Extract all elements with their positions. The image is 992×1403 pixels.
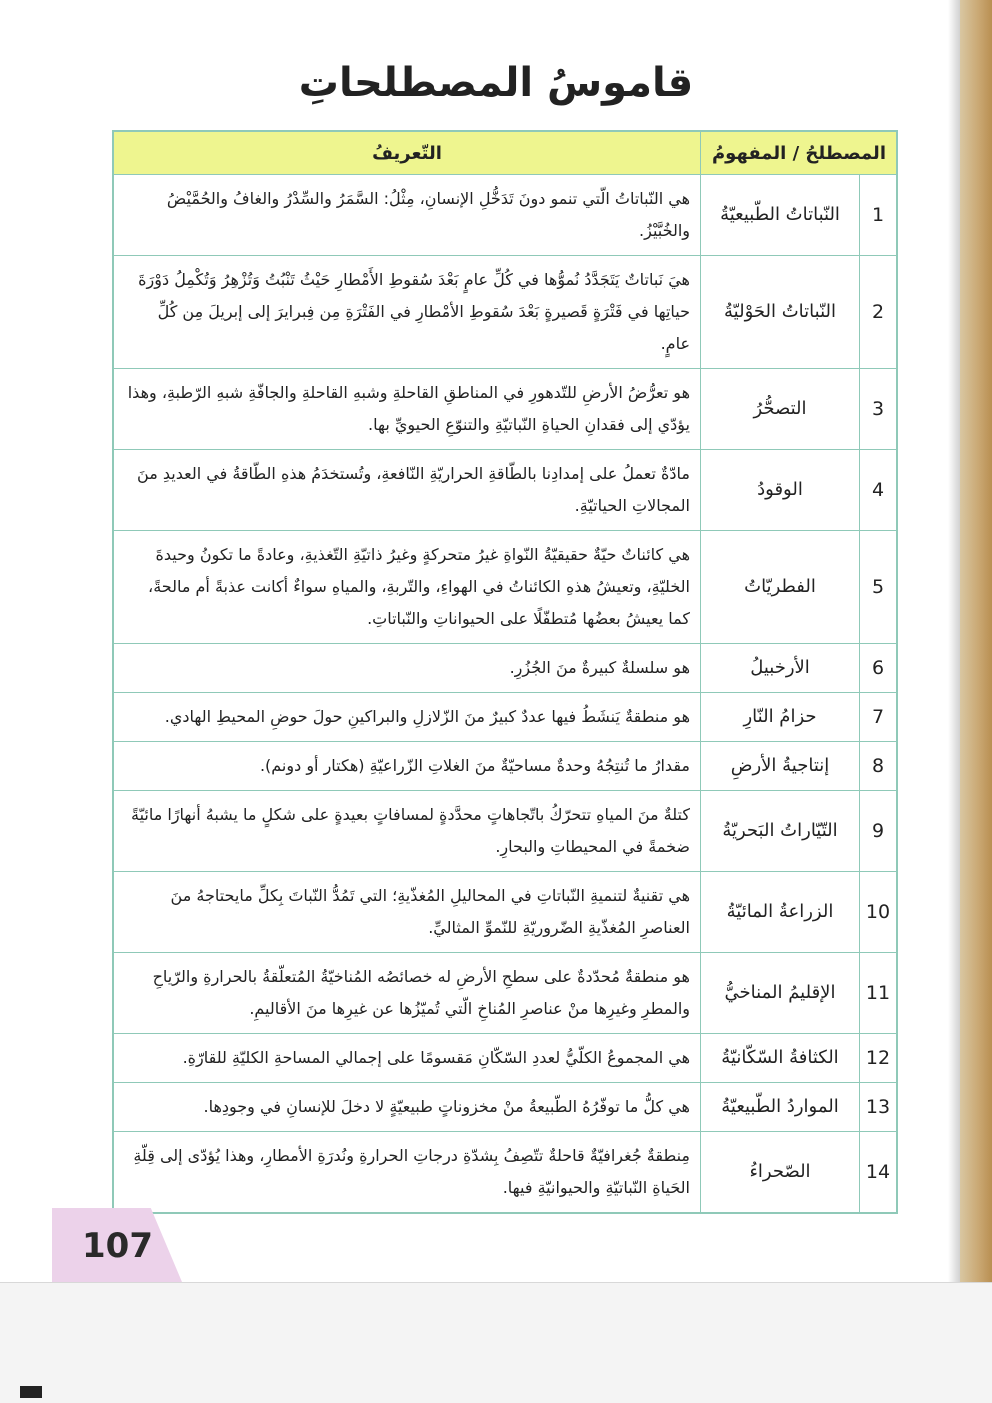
row-definition: هو تعرُّضُ الأرضِ للتّدهورِ في المناطقِ القاحلةِ وشبهِ القاحلةِ والجافّةِ شبهِ الرّطبةِ، وهذا يؤدّي إلى فقدانِ الحياةِ النّباتيّةِ والتنوّعِ الحيويِّ بها. [113, 369, 701, 450]
table-row [113, 175, 897, 256]
table-row [113, 1083, 897, 1132]
table-header-row [113, 131, 897, 175]
row-term: الصّحراءُ [701, 1132, 860, 1214]
row-number: 2 [860, 256, 898, 369]
table-row [113, 742, 897, 791]
glossary-table [112, 130, 898, 1214]
row-number: 9 [860, 791, 898, 872]
scan-corner-mark [20, 1386, 42, 1398]
table-row [113, 644, 897, 693]
table-row [113, 531, 897, 644]
row-definition: هو منطقةٌ يَنشَطُ فيها عددٌ كبيرٌ منَ الزّلازلِ والبراكينِ حولَ حوضِ المحيطِ الهادي. [113, 693, 701, 742]
table-row [113, 256, 897, 369]
row-number: 3 [860, 369, 898, 450]
row-definition: هو سلسلةٌ كبيرةٌ منَ الجُزُرِ. [113, 644, 701, 693]
row-definition: هي النّباتاتُ الّتي تنمو دونَ تَدَخُّلِ الإنسانِ، مِثْلُ: السَّمَرُ والسِّدْرُ والغافُ والحُمَّيْضُ والخُبَّيْزُ. [113, 175, 701, 256]
row-definition: هي كلُّ ما توفّرُهُ الطّبيعةُ منْ مخزوناتٍ طبيعيّةٍ لا دخلَ للإنسانِ في وجودِها. [113, 1083, 701, 1132]
row-term: الكثافةُ السّكّانيّةُ [701, 1034, 860, 1083]
row-term: الأرخبيلُ [701, 644, 860, 693]
row-term: إنتاجيةُ الأرضِ [701, 742, 860, 791]
row-term: النّباتاتُ الحَوْليّةُ [701, 256, 860, 369]
row-definition: هي المجموعُ الكلّيُّ لعددِ السّكّانِ مَقسومًا على إجمالي المساحةِ الكليّةِ للقارّةِ. [113, 1034, 701, 1083]
table-row [113, 791, 897, 872]
row-definition: هو منطقةٌ مُحدّدةٌ على سطحِ الأرضِ له خصائصُه المُناخيّةُ المُتعلّقةُ بالحرارةِ والرّياحِ والمطرِ وغيرِها منْ عناصرِ المُناخِ الّتي تُميّزُها عن غيرِها منَ الأقاليمِ. [113, 953, 701, 1034]
table-row [113, 450, 897, 531]
row-definition: هيَ نَباتاتٌ يَتَجَدَّدُ نُموُّها في كُلِّ عامٍ بَعْدَ سُقوطِ الأَمْطارِ حَيْثُ تَنْبُتُ وَتُزْهِرُ وَتُكْمِلُ دَوْرَةَ حياتِها في فَتْرَةٍ قَصيرةٍ بَعْدَ سُقوطِ الأمْطارِ في الفَتْرَةِ مِن فِبرايرَ إلى إبريلَ مِن كُلِّ عامٍ. [113, 256, 701, 369]
header-definition: التّعريفُ [113, 131, 701, 175]
row-term: التّيّاراتُ البَحريّةُ [701, 791, 860, 872]
table-row [113, 872, 897, 953]
row-term: الإقليمُ المناخيُّ [701, 953, 860, 1034]
row-definition: هي كائناتٌ حيّةٌ حقيقيّةُ النّواةِ غيرُ متحركةٍ وغيرُ ذاتيّةِ التّغذيةِ، وعادةً ما تكونُ وحيدةَ الخليّةِ، وتعيشُ هذهِ الكائناتُ في الهواءِ، والتّربةِ، والمياهِ سواءٌ أكانت عذبةً أم مالحةً، كما يعيشُ بعضُها مُتطفّلًا على الحيواناتِ والنّباتاتِ. [113, 531, 701, 644]
scan-bottom-margin [0, 1282, 992, 1403]
row-definition: مادّةٌ تعملُ على إمدادِنا بالطّاقةِ الحراريّةِ النّافعةِ، وتُستخدَمُ هذهِ الطّاقةُ في العديدِ منَ المجالاتِ الحياتيّةِ. [113, 450, 701, 531]
row-term: النّباتاتُ الطّبيعيّةُ [701, 175, 860, 256]
row-definition: مِنطقةٌ جُغرافيّةٌ قاحلةٌ تتّصِفُ بِشدّةِ درجاتِ الحرارةِ ونُدرَةِ الأمطارِ، وهذا يُؤدّى إلى قِلّةِ الحَياةِ النّباتيّةِ والحيوانيّةِ فيها. [113, 1132, 701, 1214]
row-term: الفطريّاتُ [701, 531, 860, 644]
row-number: 5 [860, 531, 898, 644]
table-row [113, 369, 897, 450]
page-title: قاموسُ المصطلحاتِ [298, 60, 694, 106]
row-definition: كتلةٌ منَ المياهِ تتحرّكُ باتّجاهاتٍ محدَّدةٍ لمسافاتٍ بعيدةٍ على شكلٍ ما يشبهُ أنهارًا مائيّةً ضخمةً في المحيطاتِ والبحارِ. [113, 791, 701, 872]
row-number: 12 [860, 1034, 898, 1083]
row-number: 8 [860, 742, 898, 791]
row-number: 4 [860, 450, 898, 531]
row-number: 6 [860, 644, 898, 693]
book-spine-edge [960, 0, 992, 1282]
table-row [113, 953, 897, 1034]
row-number: 11 [860, 953, 898, 1034]
row-number: 1 [860, 175, 898, 256]
table-row [113, 1034, 897, 1083]
header-term: المصطلحُ / المفهومُ [701, 131, 898, 175]
page-gutter-shadow [948, 0, 960, 1282]
row-definition: هي تقنيةٌ لتنميةِ النّباتاتِ في المحاليلِ المُغذّيةِ؛ التي تَمُدُّ النّباتَ بِكلِّ مايحتاجهُ منَ العناصرِ المُغذّيةِ الضّروريّةِ للنّموِّ المثاليِّ. [113, 872, 701, 953]
row-term: الوقودُ [701, 450, 860, 531]
row-term: حزامُ النّارِ [701, 693, 860, 742]
row-term: المواردُ الطّبيعيّةُ [701, 1083, 860, 1132]
glossary-table-container [112, 130, 898, 1214]
row-number: 7 [860, 693, 898, 742]
table-row [113, 693, 897, 742]
row-definition: مقدارُ ما تُنتِجُهُ وحدةٌ مساحيّةٌ منَ الغلاتِ الزّراعيّةِ (هكتار أو دونم). [113, 742, 701, 791]
page-number: 107 [82, 1226, 153, 1266]
row-number: 14 [860, 1132, 898, 1214]
row-number: 13 [860, 1083, 898, 1132]
row-term: الزراعةُ المائيّةُ [701, 872, 860, 953]
table-row [113, 1132, 897, 1214]
row-term: التصحُّرُ [701, 369, 860, 450]
row-number: 10 [860, 872, 898, 953]
